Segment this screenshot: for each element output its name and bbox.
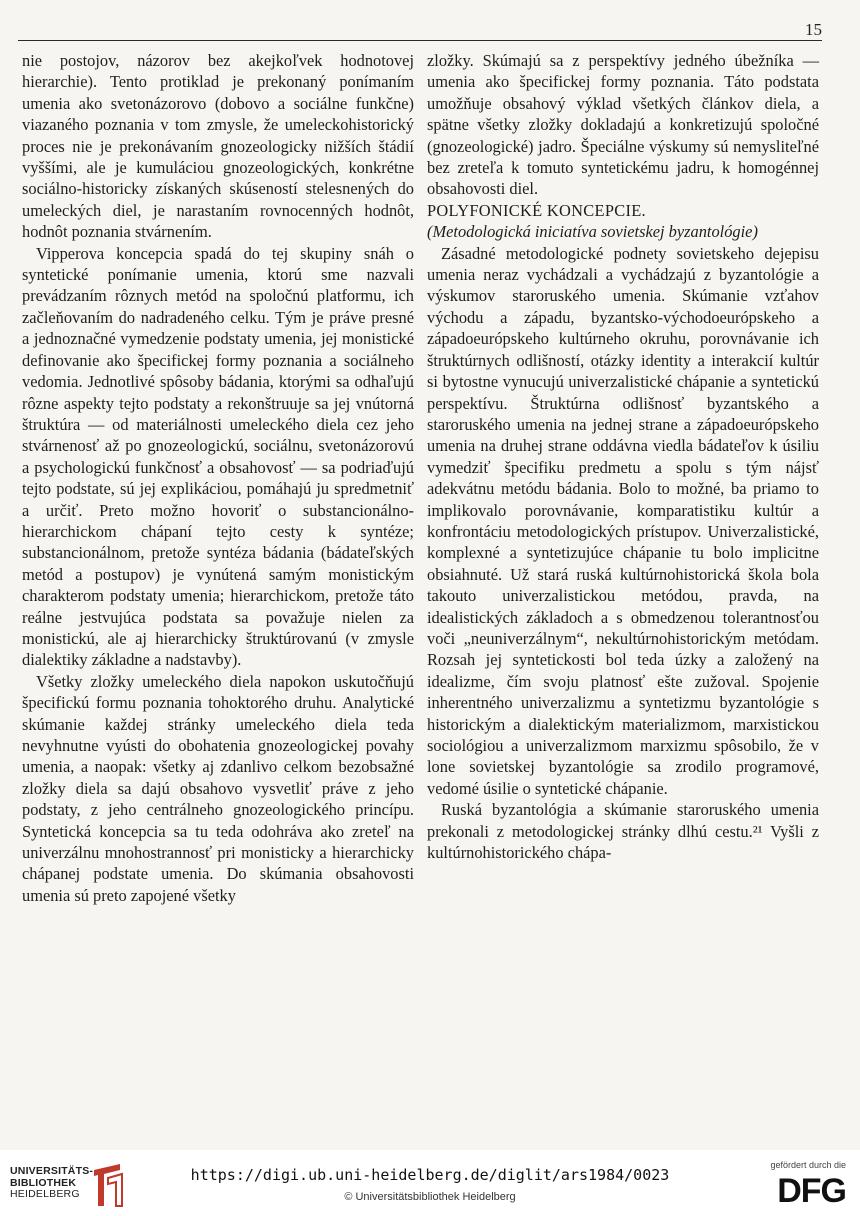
paragraph: Ruská byzantológia a skúmanie staroruského umenia prekonali z metodologickej stránky dlhú cestu.²¹ Vyšli z kultúrnohistorického chápa- <box>427 800 819 863</box>
header-rule <box>18 40 822 41</box>
left-column <box>22 50 414 906</box>
paragraph: nie postojov, názorov bez akejkoľvek hodnotovej hierarchie). Tento protiklad je prekonaný ponímaním umenia ako svetonázorovo (dobovo a sociálne funkčne) viazaného poznania v tom zmysle, že umeleckohistorický proces nie je prekonávaním gnozeologicky nižších štádií vyššími, ale je kumuláciou gnozeologických, konkrétne sociálno-historicky získaných skúseností stelesnených do umeleckých diel, je narastaním rovnocenných hodnôt, hodnôt poznania stvárnením. <box>22 51 414 242</box>
page-number: 15 <box>805 20 822 39</box>
dfg-logo[interactable] <box>756 1160 846 1212</box>
copyright-text: © Universitätsbibliothek Heidelberg <box>344 1191 516 1203</box>
paragraph: Všetky zložky umeleckého diela napokon uskutočňujú špecifickú formu poznania tohoktorého druhu. Analytické skúmanie každej stránky umeleckého diela teda nevyhnutne vyústi do obohatenia gnozeologickej povahy umenia, a naopak: všetky aj zdanlivo celkom bezobsažné zložky diela sa dajú obsahovo vysvetliť práve z jeho podstaty, z jeho centrálneho gnozeologického princípu. Syntetická koncepcia sa tu teda odohráva ako zreteľ na univerzálnu mnohostrannosť pri monisticky a hierarchicky chápanej podstate umenia. Do skúmania obsahovosti umenia sú preto zapojené všetky <box>22 671 414 905</box>
paragraph: Zásadné metodologické podnety sovietskeho dejepisu umenia neraz vychádzali a vychádzajú z byzantológie a výskumov staroruského umenia. Skúmanie vzťahov východu a západu, byzantsko-východoeurópskeho a západoeurópskeho kultúrneho okruhu, porovnávanie ich štruktúrnych odlišností, otázky identity a interakcií kultúr si bytostne vynucujú univerzalistické chápanie a syntetickú perspektívu. Štruktúrna odlišnosť byzantského a staroruského umenia na jednej strane a západoeurópskeho umenia na druhej strane oddávna viedla bádateľov k úsiliu vymedziť špecifiku predmetu a spolu s tým nájsť adekvátnu metódu bádania. Bolo to možné, ba priamo to implikovalo porovnávanie, komparatistiku kultúr a konfrontáciu metodologických prístupov. Univerzalistické, komplexné a syntetizujúce chápanie tu bolo implicitne obsiahnuté. Už stará ruská kultúrnohistorická škola bola takouto univerzalistickou metódou, pravda, na idealistických základoch a s obmedzenou tolerantnosťou voči „neuniverzálnym“, nekultúrnohistorickým metódam. Rozsah jej syntetickosti bol teda úzky a založený na idealizme, čím svoju platnosť ešte zužoval. Spojenie inherentného univerzalizmu a syntetizmu byzantológie s historickým a dialektickým materializmom, marxistickou sociológiou a univerzalizmom marxizmu spôsobilo, že v lone sovietskej byzantológie sa zrodilo programové, vedomé úsilie o syntetické chápanie. <box>427 243 819 798</box>
library-name: UNIVERSITÄTS- BIBLIOTHEK HEIDELBERG <box>10 1165 94 1200</box>
paragraph: Vipperova koncepcia spadá do tej skupiny snáh o syntetické ponímanie umenia, ktorú sme nazvali prevádzaním rôznych metód na spoločnú platformu, ich začleňovaním do nadradeného celku. Tým je práve presné a jednoznačné vymedzenie podstaty umenia, jej monistické definovanie ako špecifickej formy poznania a sociálneho vedomia. Jednotlivé spôsoby bádania, ktorými sa odhaľujú rôzne aspekty tejto podstaty a rekonštruuje sa jej vnútorná štruktúra — od materiálnosti umeleckého diela cez jeho stvárnenosť až po gnozeologickú, sociálnu, svetonázorovú a psychologickú funkčnosť a obsahovosť — sa podriaďujú tejto podstate, sú jej explikáciou, pomáhajú ju spredmetniť a určiť. Preto možno hovoriť o substancionálno-hierarchickom chápaní tejto cesty k syntéze; substancionálnom, pretože syntéza bádania (bádateľských metód a postupov) je vynútená samým monistickým charakterom podstaty umenia; hierarchickom, pretože táto reálne jestvujúca podstata sa považuje nielen za monistickú, ale aj hierarchicky štruktúrovanú (v zmysle dialektiky základne a nadstavby). <box>22 243 414 670</box>
section-subtitle: (Metodologická iniciatíva sovietskej byzantológie) <box>427 222 758 242</box>
dfg-wordmark: DFG <box>777 1172 846 1210</box>
section-heading: POLYFONICKÉ KONCEPCIE. <box>427 200 646 220</box>
page-url-link[interactable]: https://digi.ub.uni-heidelberg.de/diglit/ars1984/0023 <box>190 1166 670 1184</box>
viewer-footer <box>0 1150 860 1216</box>
dfg-caption: gefördert durch die <box>770 1160 846 1170</box>
paragraph: zložky. Skúmajú sa z perspektívy jedného úbežníka — umenia ako špecifickej formy poznania. Táto podstata umožňuje obsahový výklad všetkých článkov diela, a spätne všetky zložky dokladajú a konkretizujú spoločné (gnozeologické) jadro. Špeciálne výskumy sú nemysliteľné bez zreteľa k tomuto syntetickému jadru, k homogénnej obsahovosti diel. <box>427 51 819 199</box>
right-column <box>427 50 819 863</box>
